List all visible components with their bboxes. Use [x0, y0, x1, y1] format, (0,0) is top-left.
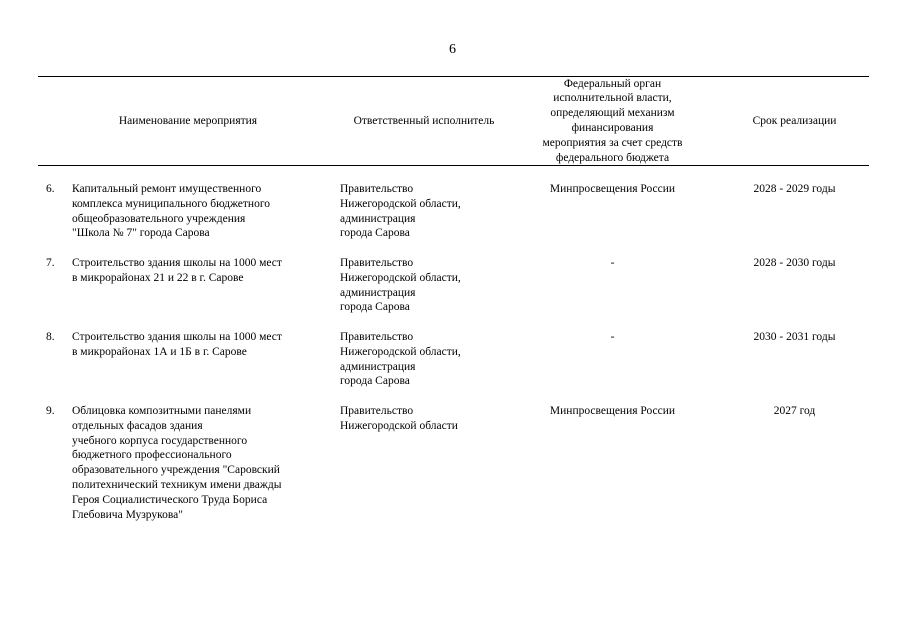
row-executor-line: Правительство	[340, 405, 414, 417]
row-executor	[340, 404, 508, 434]
row-executor-line: города Сарова	[340, 227, 410, 240]
row-executor-line: города Сарова	[340, 375, 410, 388]
header-executor-text: Ответственный исполнитель	[353, 114, 495, 127]
header-term	[722, 77, 867, 165]
row-federal-body: -	[610, 331, 615, 343]
row-name-line: Строительство здания школы на 1000 мест	[72, 331, 282, 343]
header-federal-line: исполнительной власти,	[553, 92, 672, 105]
row-number: 8.	[46, 331, 55, 343]
row-executor	[340, 330, 508, 389]
page-number: 6	[449, 42, 456, 57]
row-executor-line: администрация	[340, 360, 416, 373]
row-executor-line: Правительство	[340, 183, 414, 195]
row-term: 2028 - 2030 годы	[753, 257, 836, 269]
header-term-text: Срок реализации	[752, 114, 837, 127]
row-executor-line: администрация	[340, 286, 416, 299]
table-header-rule	[38, 165, 869, 166]
row-federal-body: -	[610, 257, 615, 269]
header-federal-line: федерального бюджета	[555, 151, 670, 164]
row-name-line: Облицовка композитными панелями	[72, 405, 252, 417]
row-name-line: Героя Социалистического Труда Бориса	[72, 493, 268, 506]
row-executor-line: Правительство	[340, 331, 414, 343]
row-term: 2030 - 2031 годы	[753, 331, 836, 343]
header-federal-line: мероприятия за счет средств	[542, 136, 683, 149]
header-name-text: Наименование мероприятия	[118, 114, 258, 127]
header-executor	[340, 77, 508, 165]
row-name-line: Строительство здания школы на 1000 мест	[72, 257, 282, 269]
row-executor	[340, 256, 508, 315]
row-executor-line: Нижегородской области,	[340, 197, 461, 210]
row-executor-line: администрация	[340, 212, 416, 225]
row-name	[72, 330, 334, 360]
row-name	[72, 404, 334, 522]
row-executor-line: города Сарова	[340, 301, 410, 314]
row-name-line: в микрорайонах 21 и 22 в г. Сарове	[72, 271, 244, 284]
row-name-line: общеобразовательного учреждения	[72, 212, 246, 225]
header-federal-line: Федеральный орган	[563, 77, 662, 90]
row-name-line: Глебовича Музрукова"	[72, 508, 183, 521]
header-federal-body	[505, 77, 720, 165]
row-name-line: бюджетного профессионального	[72, 449, 232, 462]
row-term: 2028 - 2029 годы	[753, 183, 836, 195]
row-number: 9.	[46, 405, 55, 417]
row-name-line: политехнический техникум имени дважды	[72, 478, 282, 491]
row-name-line: "Школа № 7" города Сарова	[72, 227, 210, 240]
header-name	[38, 77, 338, 165]
row-number: 7.	[46, 257, 55, 269]
row-name	[72, 256, 334, 286]
row-executor-line: Нижегородской области	[340, 419, 458, 432]
row-executor	[340, 182, 508, 241]
row-executor-line: Правительство	[340, 257, 414, 269]
row-federal-body: Минпросвещения России	[549, 405, 676, 417]
row-federal-body: Минпросвещения России	[549, 183, 676, 195]
row-name	[72, 182, 334, 241]
header-federal-line: определяющий механизм	[550, 107, 675, 120]
row-executor-line: Нижегородской области,	[340, 345, 461, 358]
row-number: 6.	[46, 183, 55, 195]
row-name-line: комплекса муниципального бюджетного	[72, 197, 270, 210]
row-name-line: Капитальный ремонт имущественного	[72, 183, 262, 195]
row-name-line: в микрорайонах 1А и 1Б в г. Сарове	[72, 345, 247, 358]
row-executor-line: Нижегородской области,	[340, 271, 461, 284]
header-federal-line: финансирования	[571, 122, 654, 134]
row-name-line: образовательного учреждения "Саровский	[72, 464, 280, 477]
row-name-line: отдельных фасадов здания	[72, 419, 203, 432]
header-federal-body-lines	[543, 77, 683, 166]
row-term: 2027 год	[773, 405, 816, 417]
row-name-line: учебного корпуса государственного	[72, 434, 248, 447]
